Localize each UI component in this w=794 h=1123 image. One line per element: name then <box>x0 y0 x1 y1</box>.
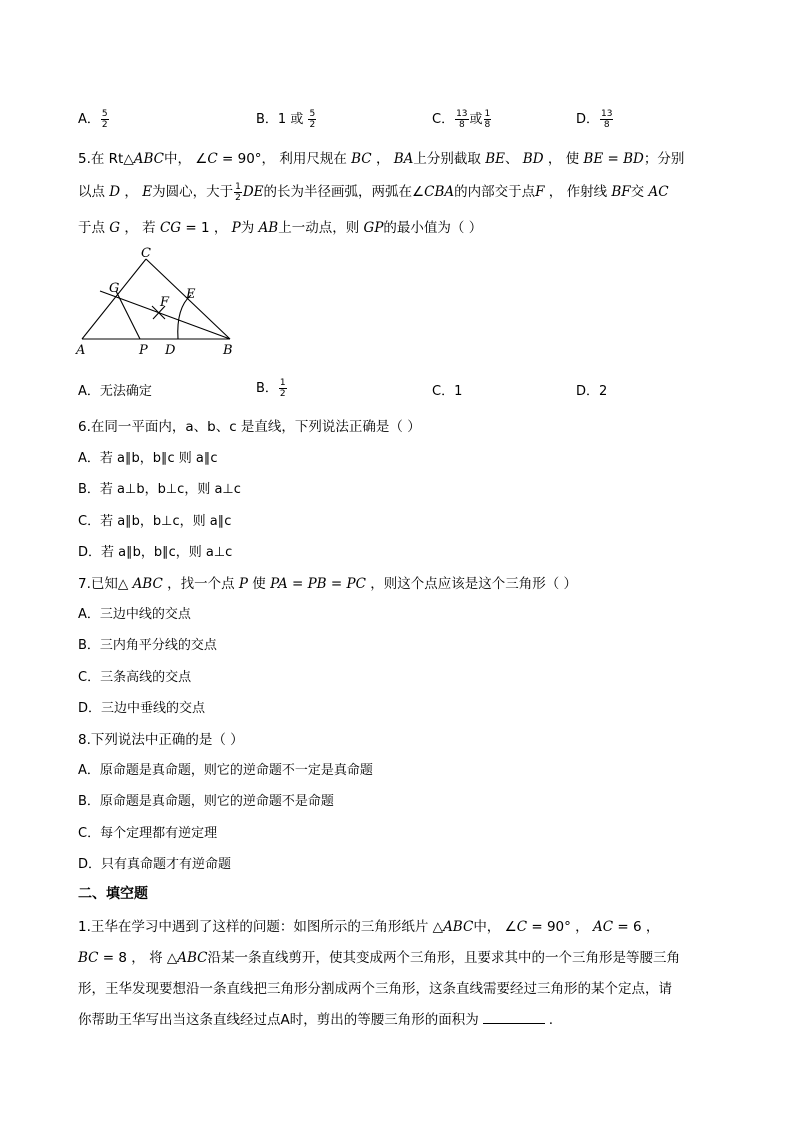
q5-option-b: B． $\frac{1}{2}$ <box>256 378 286 399</box>
q6-stem: 6.在同一平面内，a、b、c 是直线，下列说法正确是（ ） <box>78 419 421 435</box>
q6-option-a: A．若 a∥b，b∥c 则 a∥c <box>78 451 218 466</box>
q8-option-a: A．原命题是真命题，则它的逆命题不一定是真命题 <box>78 763 373 778</box>
q7-option-c: C．三条高线的交点 <box>78 670 192 685</box>
q5-option-d: D．2 <box>576 384 608 399</box>
s2-q1-line3: 形，王华发现要想沿一条直线把三角形分割成两个三角形，这条直线需要经过三角形的某个定点，请 <box>78 981 672 997</box>
q5-triangle-figure <box>70 246 250 362</box>
label-d: D <box>165 343 176 358</box>
segment-gp <box>116 291 140 339</box>
q8-stem: 8.下列说法中正确的是（ ） <box>78 732 244 748</box>
s2-q1-line4: 你帮助王华写出当这条直线经过点A时，剪出的等腰三角形的面积为 . <box>78 1012 554 1028</box>
label-c: C <box>141 246 151 261</box>
label-b: B <box>223 343 233 358</box>
label-a: A <box>76 343 86 358</box>
q6-option-b: B．若 a⊥b，b⊥c，则 a⊥c <box>78 482 241 497</box>
q4-option-c: C． $\frac{13}{8}$ 或 $\frac{1}{8}$ <box>432 109 491 130</box>
q5-stem-line2: 以点 D ， E为圆心，大于 $\frac{1}{2}$ DE的长为半径画弧，两弧在∠CBA的内部交于点F ， 作射线 BF交 AC <box>78 181 669 203</box>
q4-option-b: B．1 或 $\frac{5}{2}$ <box>256 109 316 130</box>
label-f: F <box>160 295 170 310</box>
q7-option-a: A．三边中线的交点 <box>78 607 191 622</box>
q8-option-d: D．只有真命题才有逆命题 <box>78 857 232 872</box>
q7-option-b: B．三内角平分线的交点 <box>78 638 217 653</box>
answer-blank[interactable] <box>483 1011 545 1024</box>
q6-option-c: C．若 a∥b，b⊥c，则 a∥c <box>78 514 232 529</box>
label-g: G <box>109 281 120 296</box>
q7-stem: 7.已知△ ABC ，找一个点 P 使 PA = PB = PC ，则这个点应该是这个三角形（ ） <box>78 576 577 592</box>
segment-ac <box>82 259 146 339</box>
q6-option-d: D．若 a∥b，b∥c，则 a⊥c <box>78 545 233 560</box>
q5-stem-line1: 5.在 Rt△ABC中， ∠C = 90°， 利用尺规在 BC ， BA上分别截取 BE、 BD ， 使 BE = BD；分别 <box>78 151 685 167</box>
s2-q1-line1: 1.王华在学习中遇到了这样的问题：如图所示的三角形纸片 △ABC中， ∠C = 90° ， AC = 6 ， <box>78 919 660 935</box>
q5-stem-line3: 于点 G ， 若 CG = 1 ， P为 AB上一动点，则 GP的最小值为（ ） <box>78 220 483 236</box>
q7-option-d: D．三边中垂线的交点 <box>78 701 206 716</box>
q4-option-a: A． $\frac{5}{2}$ <box>78 109 108 130</box>
section-title-fill-in: 二、填空题 <box>78 886 148 902</box>
s2-q1-line2: BC = 8 ， 将 △ABC沿某一条直线剪开，使其变成两个三角形，且要求其中的一个三角形是等腰三角 <box>78 950 681 966</box>
q8-option-b: B．原命题是真命题，则它的逆命题不是命题 <box>78 794 334 809</box>
label-p: P <box>139 343 148 358</box>
q5-option-c: C．1 <box>432 384 463 399</box>
q8-option-c: C．每个定理都有逆定理 <box>78 826 218 841</box>
q5-option-a: A．无法确定 <box>78 384 152 399</box>
label-e: E <box>186 287 196 302</box>
q4-option-d: D． $\frac{13}{8}$ <box>576 109 613 130</box>
